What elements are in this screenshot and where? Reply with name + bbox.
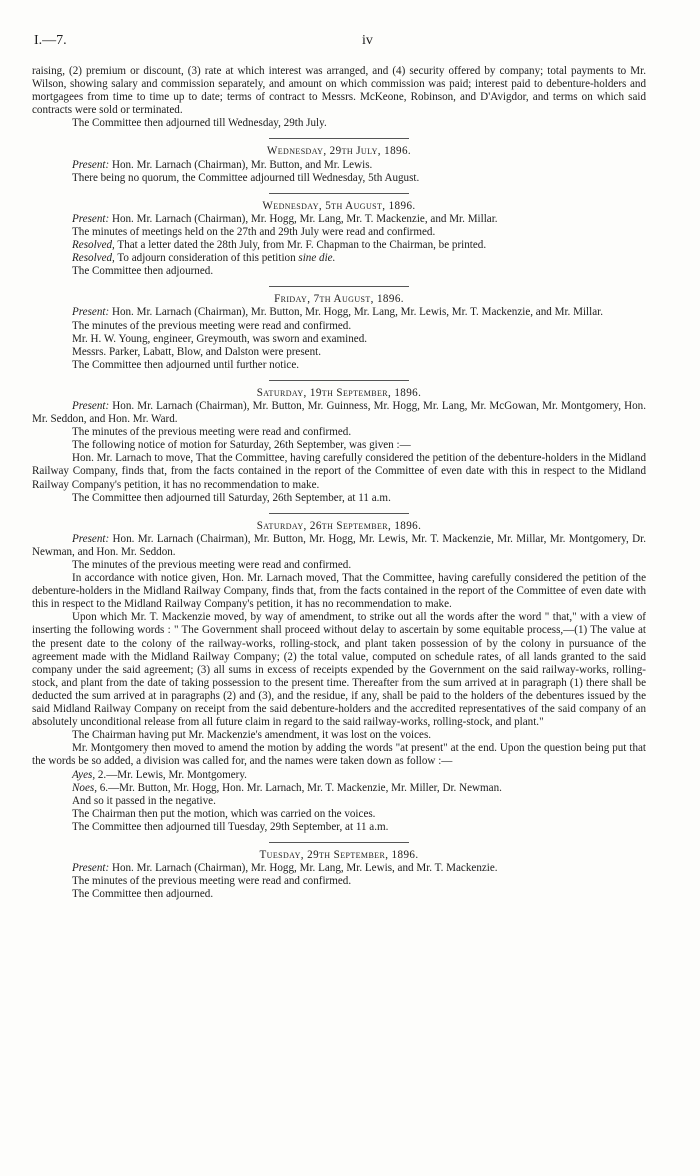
paragraph: The minutes of meetings held on the 27th and 29th July were read and confirmed.	[72, 225, 436, 238]
ayes-label: Ayes,	[72, 768, 96, 781]
meeting-heading: Wednesday, 29th July, 1896.	[266, 145, 412, 158]
noes-paragraph	[32, 782, 646, 795]
paragraph: There being no quorum, the Committee adjourned till Wednesday, 5th August.	[72, 171, 420, 184]
noes-label: Noes,	[72, 781, 97, 794]
present-paragraph	[32, 533, 646, 559]
present-paragraph	[32, 306, 646, 319]
resolution-paragraph	[32, 252, 646, 265]
paragraph: The Chairman having put Mr. Mackenzie's amendment, it was lost on the voices.	[72, 729, 432, 742]
present-label: Present:	[72, 306, 110, 319]
resolution-text: To adjourn consideration of this petition	[114, 252, 299, 265]
resolved-label: Resolved,	[72, 252, 115, 265]
meeting-heading: Wednesday, 5th August, 1896.	[262, 199, 416, 212]
meeting-heading: Saturday, 19th September, 1896.	[256, 386, 422, 399]
paragraph: The Committee then adjourned.	[72, 265, 214, 278]
present-members: Hon. Mr. Larnach (Chairman), Mr. Button, Mr. Hogg, Mr. Lewis, Mr. T. Mackenzie, Mr. Millar, Mr. Montgomery, Dr. Newman, and Hon. Mr. Seddon.	[32, 532, 646, 558]
paragraph: Messrs. Parker, Labatt, Blow, and Dalston were present.	[72, 345, 321, 358]
page-number: iv	[362, 33, 373, 48]
paragraph: The following notice of motion for Saturday, 26th September, was given :—	[72, 439, 411, 452]
paragraph: raising, (2) premium or discount, (3) rate at which interest was arranged, and (4) security offered by company; total payments to Mr. Wilson, showing salary and commission separately, and amount on which commission was paid; interest paid to debenture-holders and mortgagees from time to time up to date; terms of contract to Messrs. McKeone, Robinson, and D'Avigdor, and terms on which said contracts were sold or terminated.	[32, 65, 646, 117]
paragraph: The minutes of the previous meeting were read and confirmed.	[72, 559, 352, 571]
paragraph: The minutes of the previous meeting were read and confirmed.	[72, 319, 352, 332]
parliamentary-paper-ref: I.—7.	[34, 33, 67, 48]
paragraph: The Committee then adjourned till Tuesday, 29th September, at 11 a.m.	[72, 820, 389, 833]
present-members: Hon. Mr. Larnach (Chairman), Mr. Hogg, Mr. Lang, Mr. Lewis, and Mr. T. Mackenzie.	[109, 862, 498, 875]
paragraph: Hon. Mr. Larnach to move, That the Committee, having carefully considered the petition of the debenture-holders in the Midland Railway Company, finds that, from the facts contained in the report of the Committee of even date with this in respect to the Midland Railway Company's petition, it has no recommendation to make.	[32, 452, 646, 491]
present-label: Present:	[72, 212, 110, 225]
paragraph: The Chairman then put the motion, which was carried on the voices.	[72, 807, 376, 820]
resolved-label: Resolved,	[72, 239, 115, 252]
meeting-heading: Tuesday, 29th September, 1896.	[259, 848, 419, 861]
section-divider	[269, 513, 409, 514]
present-members: Hon. Mr. Larnach (Chairman), Mr. Button, and Mr. Lewis.	[109, 158, 373, 171]
present-label: Present:	[72, 862, 110, 875]
section-divider	[269, 380, 409, 381]
paragraph: The Committee then adjourned till Saturday, 26th September, at 11 a.m.	[72, 491, 391, 504]
paragraph: The Committee then adjourned till Wednesday, 29th July.	[72, 117, 327, 130]
ayes-list: 2.—Mr. Lewis, Mr. Montgomery.	[95, 768, 247, 781]
section-divider	[269, 842, 409, 843]
section-divider	[269, 138, 409, 139]
paragraph: Upon which Mr. T. Mackenzie moved, by way of amendment, to strike out all the words after the word " that," with a view of inserting the following words : " The Government shall proceed without delay to ascertain by some equitable process,—(1) The value at the present date to the colony of the railway-works, rolling-stock, and plant taken possession of by the colony in pursuance of the agreement made with the Midland Railway Company; (2) the total value, computed on schedule rates, of all lands granted to the said company under the said agreement; (3) all sums in excess of receipts expended by the Government on the said railway-works, rolling-stock, and plant from the date of taking possession to the present time. Thereafter from the sum arrived at in paragraph (1) there shall be deducted the sum arrived at in paragraphs (2) and (3), and the residue, if any, shall be paid to the holders of the debentures issued by the said Midland Railway Company on receipt from the said debenture-holders and the accredited representatives of the said company of an absolutely unconditional release from all future claim in regard to the said railway-works, rolling-stock, and plant."	[32, 611, 646, 729]
present-members: Hon. Mr. Larnach (Chairman), Mr. Hogg, Mr. Lang, Mr. T. Mackenzie, and Mr. Millar.	[109, 212, 498, 225]
resolution-text: That a letter dated the 28th July, from Mr. F. Chapman to the Chairman, be printed.	[114, 239, 487, 252]
document-body	[32, 65, 646, 901]
paragraph: Mr. H. W. Young, engineer, Greymouth, was sworn and examined.	[72, 332, 368, 345]
ayes-paragraph	[32, 769, 646, 782]
present-paragraph	[32, 862, 646, 875]
present-members: Hon. Mr. Larnach (Chairman), Mr. Button, Mr. Guinness, Mr. Hogg, Mr. Lang, Mr. McGowan, Mr. Montgomery, Hon. Mr. Seddon, and Hon. Mr. Ward.	[32, 399, 646, 426]
paragraph: Mr. Montgomery then moved to amend the motion by adding the words "at present" at the end. Upon the question being put that the words be so added, a division was called for, and the names were taken down as follow :—	[32, 742, 646, 768]
resolution-paragraph	[32, 239, 646, 252]
section-divider	[269, 286, 409, 287]
paragraph: The minutes of the previous meeting were read and confirmed.	[72, 426, 352, 439]
present-label: Present:	[72, 532, 110, 545]
present-paragraph	[32, 213, 646, 226]
paragraph: The Committee then adjourned until further notice.	[72, 358, 300, 371]
present-label: Present:	[72, 158, 110, 171]
paragraph: The Committee then adjourned.	[72, 888, 214, 901]
noes-list: 6.—Mr. Button, Mr. Hogg, Hon. Mr. Larnach, Mr. T. Mackenzie, Mr. Miller, Dr. Newman.	[96, 781, 502, 794]
sine-die: sine die.	[298, 252, 336, 265]
present-paragraph	[32, 400, 646, 426]
present-members: Hon. Mr. Larnach (Chairman), Mr. Button, Mr. Hogg, Mr. Lang, Mr. Lewis, Mr. T. Mackenzie, and Mr. Millar.	[109, 306, 603, 319]
paragraph: And so it passed in the negative.	[72, 794, 216, 807]
present-paragraph	[32, 159, 646, 172]
paragraph: In accordance with notice given, Hon. Mr. Larnach moved, That the Committee, having carefully considered the petition of the debenture-holders in the Midland Railway Company, finds that, from the facts contained in the report of the Committee of even date with this in respect to the Midland Railway Company's petition, it has no recommendation to make.	[32, 572, 646, 611]
section-divider	[269, 193, 409, 194]
meeting-heading: Saturday, 26th September, 1896.	[256, 519, 422, 532]
paragraph: The minutes of the previous meeting were read and confirmed.	[72, 875, 352, 888]
meeting-heading: Friday, 7th August, 1896.	[274, 293, 404, 306]
present-label: Present:	[72, 399, 110, 412]
page-header	[32, 33, 646, 65]
